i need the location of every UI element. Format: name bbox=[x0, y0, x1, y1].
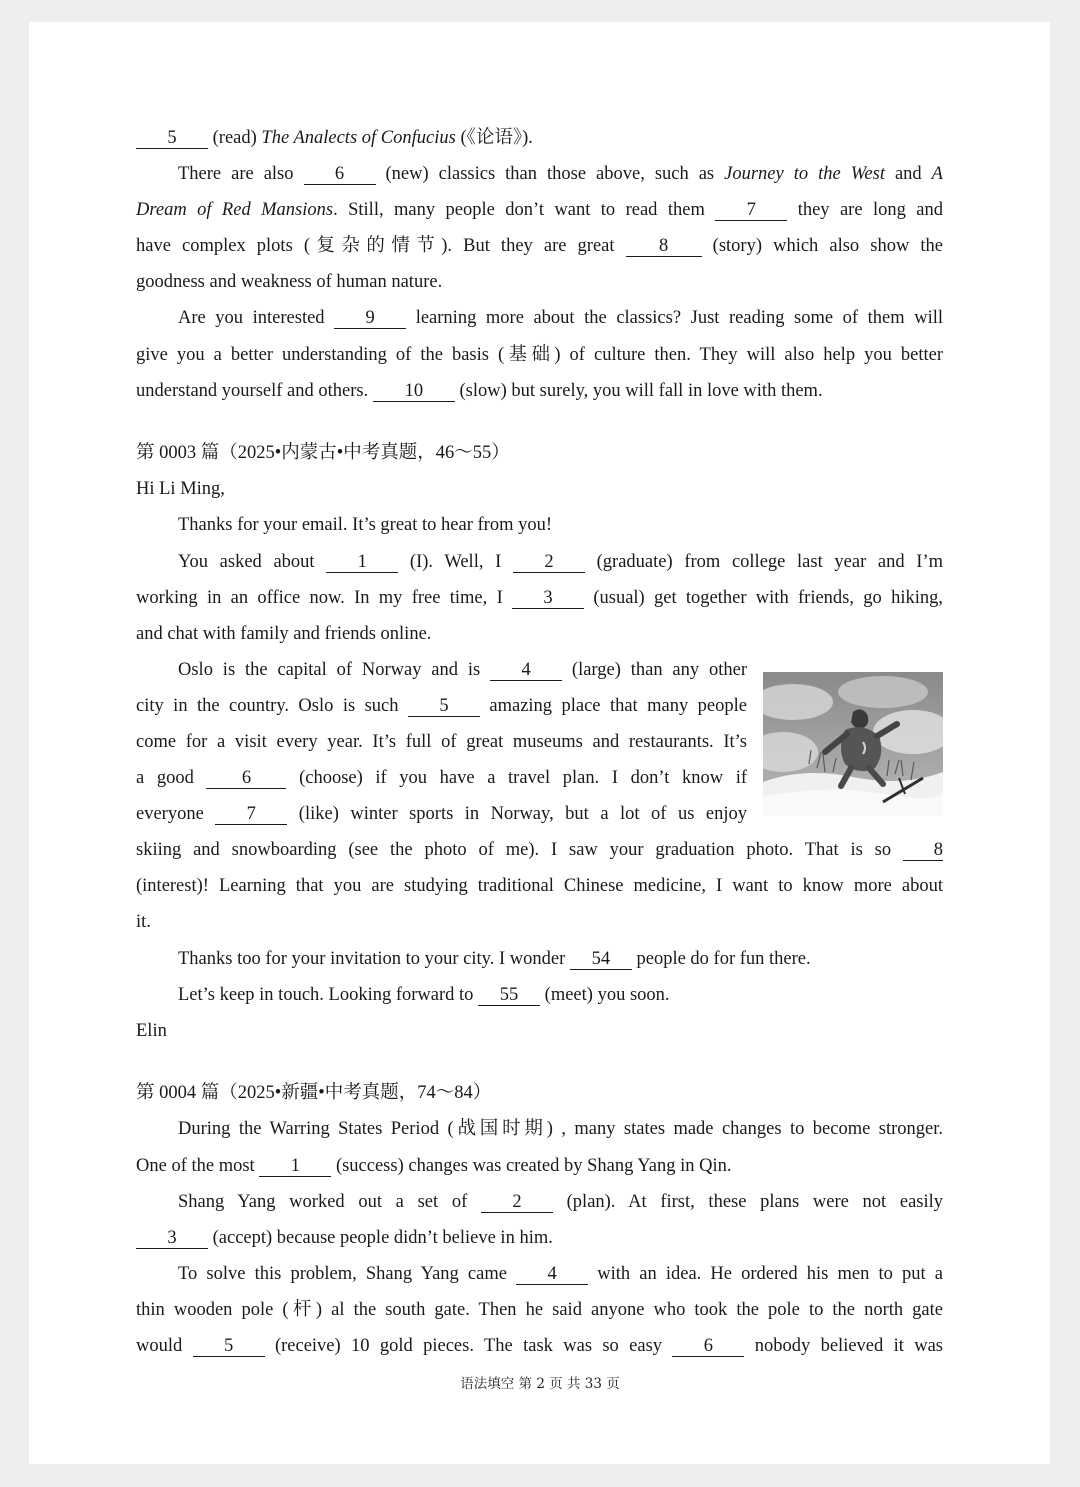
text-line: Are you interested 9 learning more about the classics? Just reading some of them will bbox=[178, 308, 943, 329]
answer-blank[interactable]: 7 bbox=[715, 200, 787, 221]
text-line: goodness and weakness of human nature. bbox=[136, 272, 443, 293]
text-line: understand yourself and others. 10 (slow) but surely, you will fall in love with them. bbox=[136, 380, 823, 401]
answer-blank[interactable]: 6 bbox=[304, 164, 376, 185]
text-line: To solve this problem, Shang Yang came 4 with an idea. He ordered his men to put a bbox=[178, 1263, 943, 1284]
text-line: Oslo is the capital of Norway and is 4 (large) than any other bbox=[178, 659, 747, 680]
text-line: You asked about 1 (I). Well, I 2 (graduate) from college last year and I’m bbox=[178, 551, 943, 572]
answer-blank[interactable]: 5 bbox=[193, 1336, 265, 1357]
text-line: would 5 (receive) 10 gold pieces. The task was so easy 6 nobody believed it was bbox=[136, 1336, 944, 1356]
text-line: (interest)! Learning that you are studying traditional Chinese medicine, I want to know more about bbox=[136, 876, 943, 897]
text-line: come for a visit every year. It’s full of great museums and restaurants. It’s bbox=[136, 732, 747, 752]
text-line: and chat with family and friends online. bbox=[136, 623, 432, 644]
book-title: The Analects of Confucius bbox=[261, 128, 456, 148]
text-line: Dream of Red Mansions. Still, many people don’t want to read them 7 they are long and bbox=[136, 200, 943, 221]
text-line: everyone 7 (like) winter sports in Norway, but a lot of us enjoy bbox=[136, 804, 747, 825]
answer-blank[interactable]: 3 bbox=[136, 1228, 208, 1249]
text-line: 5 (read) The Analects of Confucius (《论语》). bbox=[136, 120, 943, 156]
answer-blank[interactable]: 54 bbox=[570, 949, 632, 970]
letter-greeting: Hi Li Ming, bbox=[136, 479, 225, 500]
skier-image bbox=[763, 672, 943, 816]
page-footer: 语法填空 第 2 页 共 33 页 bbox=[460, 1376, 620, 1392]
answer-blank[interactable]: 8 bbox=[626, 236, 702, 257]
passage-heading: 第 0004 篇（2025•新疆•中考真题，74～84） bbox=[136, 1083, 492, 1104]
text-line: working in an office now. In my free time, I 3 (usual) get together with friends, go hiking, bbox=[136, 587, 943, 608]
text-line: Shang Yang worked out a set of 2 (plan). At first, these plans were not easily bbox=[178, 1191, 944, 1212]
answer-blank[interactable]: 4 bbox=[516, 1264, 588, 1285]
text-line: Thanks too for your invitation to your city. I wonder 54 people do for fun there. bbox=[178, 948, 811, 969]
passage-heading: 第 0003 篇（2025•内蒙古•中考真题，46～55） bbox=[136, 443, 510, 464]
answer-blank[interactable]: 4 bbox=[490, 660, 562, 681]
text-line: 3 (accept) because people didn’t believe in him. bbox=[136, 1220, 943, 1256]
answer-blank[interactable]: 1 bbox=[326, 552, 398, 573]
text-line: city in the country. Oslo is such 5 amazing place that many people bbox=[136, 695, 747, 716]
text-line: Thanks for your email. It’s great to hear from you! bbox=[178, 515, 552, 536]
text-line: There are also 6 (new) classics than those above, such as Journey to the West and A bbox=[178, 164, 943, 185]
text-line: a good 6 (choose) if you have a travel plan. I don’t know if bbox=[136, 768, 747, 789]
text-line: One of the most 1 (success) changes was created by Shang Yang in Qin. bbox=[136, 1155, 732, 1176]
answer-blank[interactable]: 10 bbox=[373, 381, 455, 402]
answer-blank[interactable]: 9 bbox=[334, 308, 406, 329]
text-line: it. bbox=[136, 912, 151, 933]
answer-blank[interactable]: 7 bbox=[215, 804, 287, 825]
answer-blank[interactable]: 2 bbox=[481, 1192, 553, 1213]
text-line: have complex plots (复杂的情节). But they are great 8 (story) which also show the bbox=[136, 236, 943, 257]
answer-blank[interactable]: 5 bbox=[408, 696, 480, 717]
skiing-photo bbox=[763, 672, 943, 816]
answer-blank[interactable]: 5 bbox=[136, 128, 208, 149]
answer-blank[interactable]: 6 bbox=[206, 768, 286, 789]
text-line: During the Warring States Period (战国时期) , many states made changes to become stronger. bbox=[178, 1119, 943, 1140]
answer-blank[interactable]: 2 bbox=[513, 552, 585, 573]
letter-signature: Elin bbox=[136, 1020, 167, 1041]
text-line: thin wooden pole (杆) al the south gate. Then he said anyone who took the pole to the north gate bbox=[136, 1299, 943, 1320]
answer-blank[interactable]: 1 bbox=[259, 1156, 331, 1177]
answer-blank[interactable]: 8 bbox=[903, 840, 943, 861]
text-line: skiing and snowboarding (see the photo of me). I saw your graduation photo. That is so 8 bbox=[136, 840, 943, 861]
text-line: give you a better understanding of the basis (基础) of culture then. They will also help you better bbox=[136, 344, 943, 365]
answer-blank[interactable]: 3 bbox=[512, 588, 584, 609]
answer-blank[interactable]: 55 bbox=[478, 985, 540, 1006]
answer-blank[interactable]: 6 bbox=[672, 1336, 744, 1357]
text-line: Let’s keep in touch. Looking forward to 55 (meet) you soon. bbox=[178, 984, 670, 1005]
